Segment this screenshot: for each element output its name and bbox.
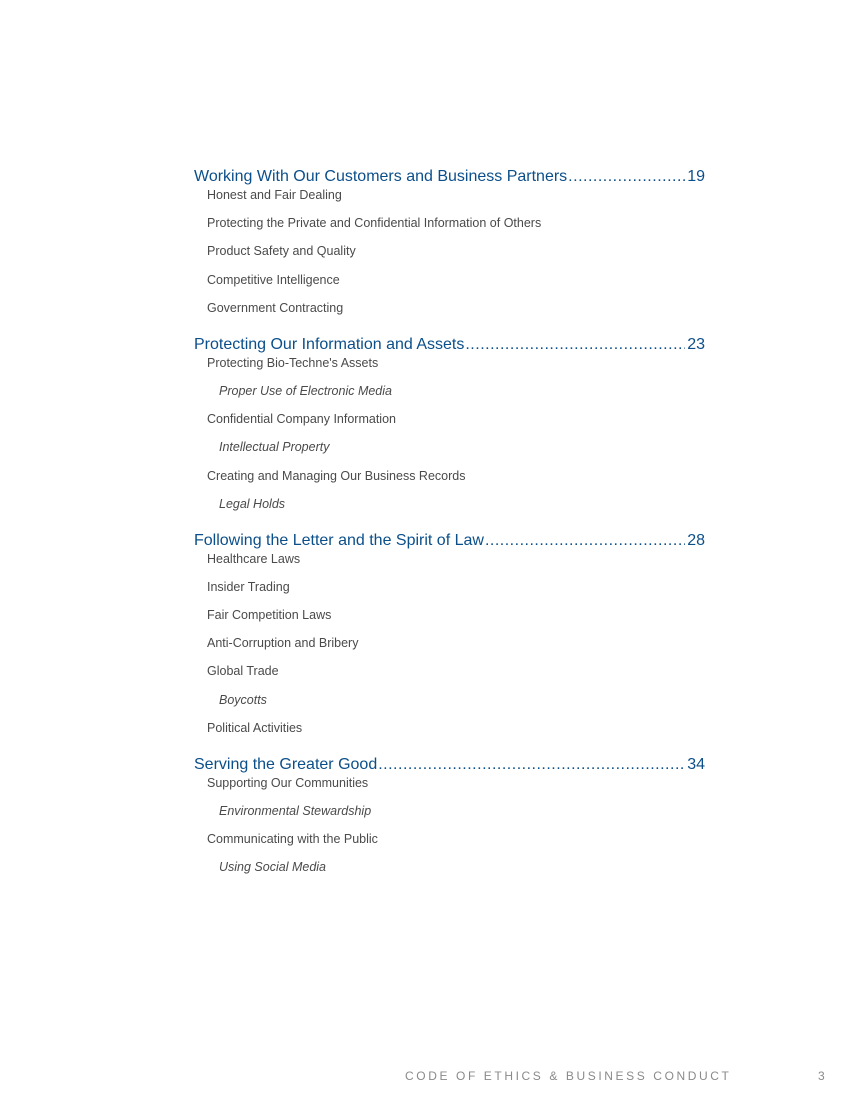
table-of-contents (194, 166, 705, 893)
dot-leader (465, 334, 685, 356)
toc-subitem[interactable]: Proper Use of Electronic Media (219, 383, 392, 398)
toc-section-heading[interactable] (194, 166, 705, 188)
page-footer (0, 1069, 860, 1085)
toc-item[interactable]: Fair Competition Laws (207, 608, 332, 623)
toc-item[interactable]: Anti-Corruption and Bribery (207, 636, 359, 651)
dot-leader (568, 166, 685, 188)
toc-section-heading[interactable] (194, 334, 705, 356)
toc-subitem[interactable]: Boycotts (219, 692, 267, 707)
toc-item-list (194, 188, 705, 315)
dot-leader (378, 754, 685, 776)
toc-item[interactable]: Honest and Fair Dealing (207, 188, 342, 202)
dot-leader (485, 530, 685, 552)
toc-item[interactable]: Supporting Our Communities (207, 775, 369, 790)
toc-subitem[interactable]: Using Social Media (219, 860, 326, 875)
toc-subitem[interactable]: Environmental Stewardship (219, 804, 372, 818)
toc-item[interactable]: Government Contracting (207, 300, 344, 315)
toc-subitem[interactable]: Legal Holds (219, 496, 286, 511)
toc-section (194, 334, 705, 511)
section-title: Following the Letter and the Spirit of Law (194, 531, 484, 549)
toc-item[interactable]: Creating and Managing Our Business Records (207, 468, 466, 483)
toc-section (194, 530, 705, 735)
toc-item-list (194, 776, 705, 875)
toc-section-heading[interactable] (194, 754, 705, 776)
toc-item[interactable]: Political Activities (207, 720, 303, 735)
toc-item[interactable]: Protecting Bio-Techne's Assets (207, 355, 379, 370)
footer-document-title: CODE OF ETHICS & BUSINESS CONDUCT (405, 1069, 732, 1083)
toc-item-list (194, 552, 705, 735)
section-title: Protecting Our Information and Assets (194, 335, 465, 353)
toc-section (194, 166, 705, 315)
footer-page-number: 3 (818, 1069, 825, 1083)
section-title: Serving the Greater Good (194, 755, 378, 773)
toc-item-list (194, 356, 705, 511)
toc-item[interactable]: Product Safety and Quality (207, 244, 356, 259)
section-page-number: 28 (687, 531, 705, 549)
toc-item[interactable]: Protecting the Private and Confidential Information of Others (207, 216, 542, 231)
toc-section (194, 754, 705, 875)
section-page-number: 34 (687, 755, 705, 773)
section-page-number: 23 (687, 335, 705, 353)
toc-item[interactable]: Communicating with the Public (207, 832, 378, 847)
toc-item[interactable]: Insider Trading (207, 579, 290, 594)
section-title: Working With Our Customers and Business Partners (194, 168, 568, 185)
toc-item[interactable]: Global Trade (207, 664, 279, 679)
section-page-number: 19 (687, 168, 705, 185)
toc-section-heading[interactable] (194, 530, 705, 552)
toc-item[interactable]: Healthcare Laws (207, 551, 301, 566)
toc-subitem[interactable]: Intellectual Property (219, 440, 330, 455)
toc-item[interactable]: Competitive Intelligence (207, 272, 340, 287)
toc-item[interactable]: Confidential Company Information (207, 412, 396, 427)
